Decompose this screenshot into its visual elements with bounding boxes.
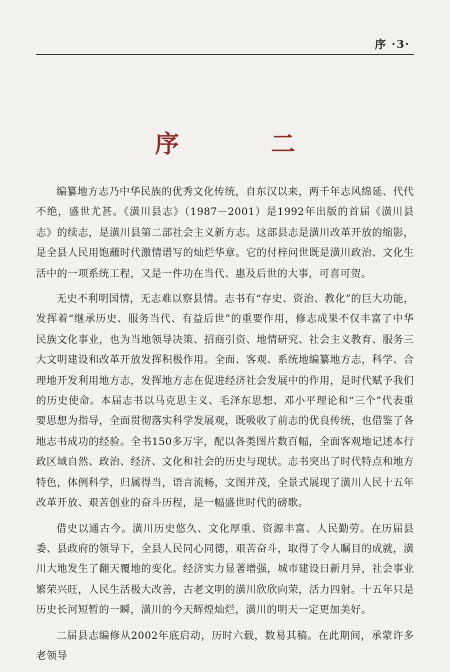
paragraph: 借史以通古今。潢川历史悠久、文化厚重、资源丰富、人民勤劳。在历届县委、县政府的领导下，全县人民同心同德，艰苦奋斗，取得了令人瞩目的成就，潢川大地发生了翻天覆地的变化。经济实力显著增强，城市建设日新月异，社会事业繁荣兴旺，人民生活极大改善，古老文明的潢川欣欣向荣，活力四射。十五年只是历史长河短暂的一瞬，潢川的今天辉煌灿烂，潢川的明天一定更加美好。 bbox=[36, 523, 414, 617]
body-text bbox=[36, 183, 414, 672]
running-header: 序 ·3· bbox=[374, 38, 410, 51]
paragraph: 编纂地方志乃中华民族的优秀文化传统，自东汉以来，两千年志风绵延、代代不绝，盛世尤甚。《潢川县志》（1987－2001）是1992年出版的首届《潢川县志》的续志，是潢川县第二部社会主义新方志。这部县志是潢川改革开放的缩影，是全县人民用饱蘸时代激情谱写的灿烂华章。它的付梓问世既是潢川政治、文化生活中的一项系统工程，又是一件功在当代、惠及后世的大事，可喜可贺。 bbox=[36, 187, 414, 280]
paragraph: 二届县志编修从2002年底启动，历时六载，数易其稿。在此期间，承蒙许多老领导 bbox=[36, 630, 414, 662]
page-title: 序 二 bbox=[155, 129, 329, 158]
header-rule bbox=[36, 54, 414, 55]
paragraph: 无史不利明国情，无志难以察县情。志书有“存史、资治、教化”的巨大功能，发挥着“继承历史、服务当代、有益后世”的重要作用，修志成果不仅丰富了中华民族文化事业，也为当地领导决策、招商引资、地情研究、社会主义教育、服务三大文明建设和改革开放发挥积极作用。全面、客观、系统地编纂地方志，科学、合理地开发利用地方志，发挥地方志在促进经济社会发展中的作用，是时代赋予我们的历史使命。本届志书以马克思主义、毛泽东思想、邓小平理论和“三个”代表重要思想为指导，全面贯彻落实科学发展观，既吸收了前志的优良传统，也借鉴了各地志书成功的经验。全书150多万字，配以各类图片数百幅，全面客观地记述本行政区域自然、政治、经济、文化和社会的历史与现状。志书突出了时代特点和地方特色，体例科学，归属得当，语言流畅，文图并茂，全景式展现了潢川人民十五年改革开放、艰苦创业的奋斗历程，是一幅盛世时代的磅歌。 bbox=[36, 294, 414, 510]
